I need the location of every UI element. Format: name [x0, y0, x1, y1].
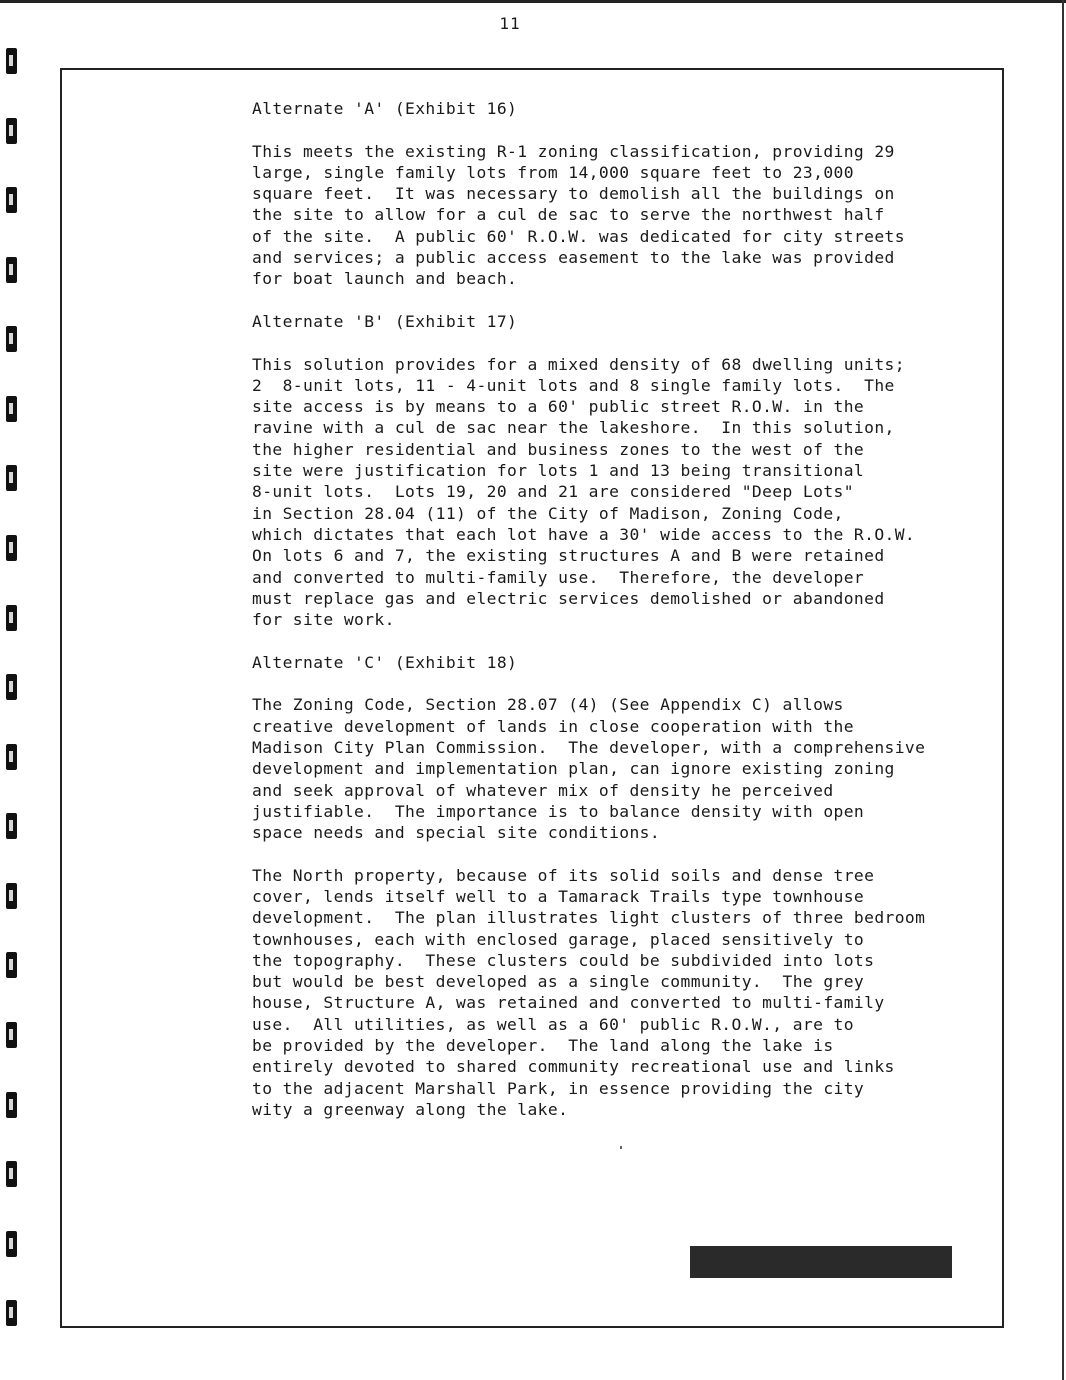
text-line: This solution provides for a mixed density of 68 dwelling units; [252, 354, 905, 374]
text-line: and seek approval of whatever mix of density he perceived [252, 780, 834, 800]
binding-hole [6, 605, 17, 631]
text-line: site access is by means to a 60' public street R.O.W. in the [252, 397, 865, 417]
binding-hole [6, 187, 17, 213]
page-right-edge [1062, 0, 1064, 1380]
binding-hole [6, 257, 17, 283]
text-line: creative development of lands in close cooperation with the [252, 716, 854, 736]
text-line: space needs and special site conditions. [252, 823, 661, 843]
text-line: This meets the existing R-1 zoning classification, providing 29 [252, 141, 895, 161]
section-heading: Alternate 'A' (Exhibit 16) [252, 99, 518, 118]
binding-hole [6, 1231, 17, 1257]
text-line: house, Structure A, was retained and converted to multi-family [252, 993, 885, 1013]
binding-hole [6, 326, 17, 352]
text-line: justifiable. The importance is to balance density with open [252, 801, 865, 821]
text-line: The North property, because of its solid soils and dense tree [252, 865, 875, 885]
binding-hole [6, 1022, 17, 1048]
text-line: 2 8-unit lots, 11 - 4-unit lots and 8 single family lots. The [252, 375, 895, 395]
text-line: cover, lends itself well to a Tamarack Trails type townhouse [252, 886, 865, 906]
binding-hole [6, 465, 17, 491]
text-line: large, single family lots from 14,000 square feet to 23,000 [252, 162, 854, 182]
binding-hole [6, 813, 17, 839]
text-line: for site work. [252, 610, 395, 630]
paragraph [252, 141, 972, 290]
text-line: wity a greenway along the lake. [252, 1099, 569, 1119]
text-line: site were justification for lots 1 and 13 being transitional [252, 461, 865, 481]
text-line: entirely devoted to shared community recreational use and links [252, 1057, 895, 1077]
section-heading: Alternate 'B' (Exhibit 17) [252, 311, 518, 331]
paragraph [252, 354, 972, 631]
binding-hole [6, 674, 17, 700]
text-line: the site to allow for a cul de sac to serve the northwest half [252, 205, 885, 225]
text-line: for boat launch and beach. [252, 269, 518, 289]
binding-hole [6, 535, 17, 561]
text-line: and converted to multi-family use. Therefore, the developer [252, 567, 865, 587]
text-line: to the adjacent Marshall Park, in essence providing the city [252, 1078, 865, 1098]
text-line: must replace gas and electric services demolished or abandoned [252, 588, 885, 608]
text-line: which dictates that each lot have a 30' wide access to the R.O.W. [252, 524, 916, 544]
text-line: of the site. A public 60' R.O.W. was dedicated for city streets [252, 226, 905, 246]
text-line: square feet. It was necessary to demolish all the buildings on [252, 184, 895, 204]
binding-hole [6, 952, 17, 978]
text-line: the higher residential and business zones to the west of the [252, 439, 865, 459]
text-line: Madison City Plan Commission. The developer, with a comprehensive [252, 737, 926, 757]
binding-hole [6, 396, 17, 422]
binding-hole [6, 1300, 17, 1326]
text-line: townhouses, each with enclosed garage, placed sensitively to [252, 929, 865, 949]
text-line: ravine with a cul de sac near the lakeshore. In this solution, [252, 418, 895, 438]
binding-hole [6, 1092, 17, 1118]
binding-hole [6, 883, 17, 909]
text-line: in Section 28.04 (11) of the City of Madison, Zoning Code, [252, 503, 844, 523]
binding-hole [6, 744, 17, 770]
text-line: development. The plan illustrates light clusters of three bedroom [252, 908, 926, 928]
page-number: 11 [499, 14, 521, 33]
text-line: the topography. These clusters could be subdivided into lots [252, 950, 875, 970]
section-heading: Alternate 'C' (Exhibit 18) [252, 652, 518, 672]
text-line: be provided by the developer. The land along the lake is [252, 1036, 834, 1056]
text-line: The Zoning Code, Section 28.07 (4) (See Appendix C) allows [252, 695, 844, 715]
text-line: but would be best developed as a single community. The grey [252, 972, 865, 992]
text-line: and services; a public access easement to the lake was provided [252, 248, 895, 268]
redaction-bar [690, 1246, 952, 1278]
page-top-edge [0, 0, 1066, 3]
text-line: development and implementation plan, can ignore existing zoning [252, 759, 895, 779]
paragraph [252, 694, 972, 843]
scan-speck [620, 1146, 622, 1149]
text-line: use. All utilities, as well as a 60' public R.O.W., are to [252, 1014, 854, 1034]
document-body [252, 98, 972, 1142]
binding-hole [6, 1161, 17, 1187]
binding-hole [6, 118, 17, 144]
paragraph [252, 865, 972, 1121]
text-line: 8-unit lots. Lots 19, 20 and 21 are considered "Deep Lots" [252, 482, 854, 502]
binding-hole [6, 48, 17, 74]
binding-holes [6, 48, 18, 1378]
text-line: On lots 6 and 7, the existing structures A and B were retained [252, 546, 885, 566]
